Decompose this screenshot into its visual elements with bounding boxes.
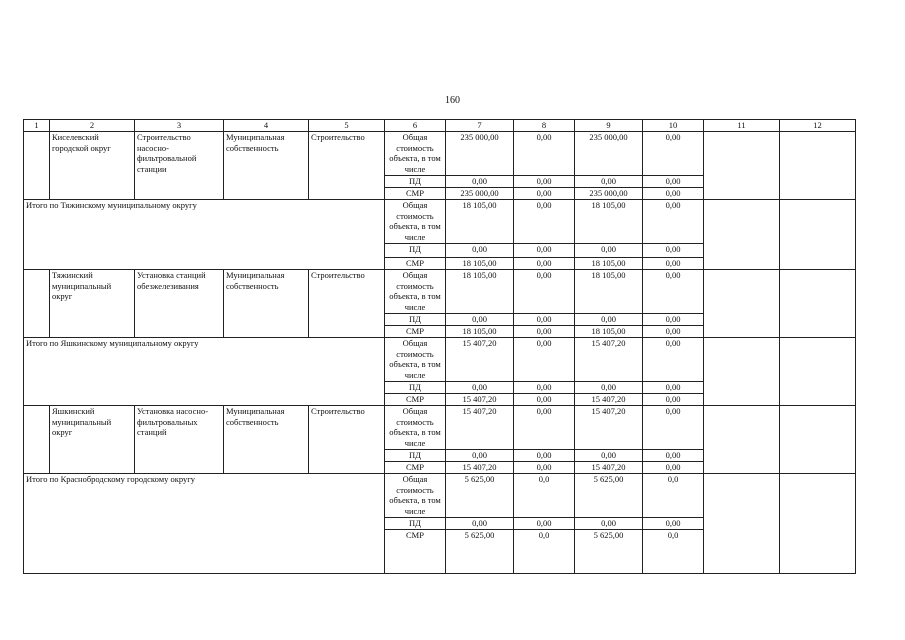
value-col7: 15 407,20 — [446, 406, 514, 450]
value-col7: 18 105,00 — [446, 270, 514, 314]
value-col10: 0,00 — [643, 326, 704, 338]
cost-type-cell: СМР — [385, 394, 446, 406]
table-row — [24, 338, 856, 382]
value-col8: 0,00 — [514, 188, 575, 200]
value-col8: 0,00 — [514, 450, 575, 462]
ownership-cell: Муниципальная собственность — [224, 406, 309, 474]
value-col8: 0,00 — [514, 394, 575, 406]
cost-type-cell: Общая стоимость объекта, в том числе — [385, 474, 446, 518]
value-col10: 0,00 — [643, 188, 704, 200]
value-col8: 0,00 — [514, 518, 575, 530]
value-col10: 0,00 — [643, 200, 704, 244]
cost-type-cell: СМР — [385, 258, 446, 270]
territory-cell: Тяжинский муниципальный округ — [50, 270, 135, 338]
value-col8: 0,00 — [514, 314, 575, 326]
cost-type-cell: ПД — [385, 244, 446, 258]
value-col9: 235 000,00 — [575, 132, 643, 176]
value-col10: 0,00 — [643, 450, 704, 462]
value-col8: 0,00 — [514, 382, 575, 394]
row-number-cell — [24, 132, 50, 200]
value-col7: 0,00 — [446, 314, 514, 326]
value-col7: 15 407,20 — [446, 462, 514, 474]
work-type-cell: Строительство — [309, 270, 385, 338]
value-col8: 0,00 — [514, 462, 575, 474]
value-col8: 0,00 — [514, 338, 575, 382]
ownership-cell: Муниципальная собственность — [224, 270, 309, 338]
value-col9: 15 407,20 — [575, 394, 643, 406]
cost-type-cell: Общая стоимость объекта, в том числе — [385, 406, 446, 450]
column-number: 6 — [385, 120, 446, 132]
value-col7: 0,00 — [446, 382, 514, 394]
cost-type-cell: СМР — [385, 326, 446, 338]
cost-type-cell: ПД — [385, 450, 446, 462]
col11-cell — [704, 132, 780, 200]
value-col8: 0,00 — [514, 406, 575, 450]
value-col7: 235 000,00 — [446, 188, 514, 200]
cost-type-cell: СМР — [385, 188, 446, 200]
value-col8: 0,00 — [514, 326, 575, 338]
column-number: 2 — [50, 120, 135, 132]
value-col10: 0,00 — [643, 244, 704, 258]
column-number: 4 — [224, 120, 309, 132]
value-col7: 0,00 — [446, 244, 514, 258]
value-col9: 0,00 — [575, 176, 643, 188]
value-col10: 0,00 — [643, 518, 704, 530]
row-number-cell — [24, 406, 50, 474]
col11-cell — [704, 270, 780, 338]
work-type-cell: Строительство — [309, 406, 385, 474]
value-col7: 5 625,00 — [446, 530, 514, 574]
value-col8: 0,00 — [514, 244, 575, 258]
value-col10: 0,00 — [643, 132, 704, 176]
territory-cell: Киселевский городской округ — [50, 132, 135, 200]
object-name-cell: Строительство насосно-фильтровальной станции — [135, 132, 224, 200]
value-col9: 18 105,00 — [575, 270, 643, 314]
column-number: 3 — [135, 120, 224, 132]
col11-cell — [704, 474, 780, 574]
value-col9: 235 000,00 — [575, 188, 643, 200]
table-row — [24, 406, 856, 450]
value-col9: 5 625,00 — [575, 530, 643, 574]
column-number: 10 — [643, 120, 704, 132]
column-number: 8 — [514, 120, 575, 132]
page-number: 160 — [445, 95, 460, 106]
column-number: 11 — [704, 120, 780, 132]
data-table — [23, 119, 856, 574]
row-number-cell — [24, 270, 50, 338]
value-col7: 235 000,00 — [446, 132, 514, 176]
value-col9: 18 105,00 — [575, 258, 643, 270]
column-number: 9 — [575, 120, 643, 132]
table-body — [24, 120, 856, 574]
value-col7: 0,00 — [446, 176, 514, 188]
col12-cell — [780, 132, 856, 200]
cost-type-cell: Общая стоимость объекта, в том числе — [385, 132, 446, 176]
cost-type-cell: ПД — [385, 382, 446, 394]
value-col7: 18 105,00 — [446, 258, 514, 270]
cost-type-cell: ПД — [385, 314, 446, 326]
table-row — [24, 132, 856, 176]
cost-type-cell: СМР — [385, 530, 446, 574]
value-col7: 0,00 — [446, 518, 514, 530]
value-col10: 0,00 — [643, 270, 704, 314]
value-col9: 15 407,20 — [575, 338, 643, 382]
value-col9: 18 105,00 — [575, 326, 643, 338]
object-name-cell: Установка станций обезжелезивания — [135, 270, 224, 338]
value-col9: 0,00 — [575, 314, 643, 326]
table-row — [24, 270, 856, 314]
value-col8: 0,00 — [514, 270, 575, 314]
cost-type-cell: Общая стоимость объекта, в том числе — [385, 270, 446, 314]
value-col9: 0,00 — [575, 450, 643, 462]
value-col8: 0,0 — [514, 474, 575, 518]
value-col9: 0,00 — [575, 382, 643, 394]
cost-type-cell: ПД — [385, 176, 446, 188]
value-col7: 5 625,00 — [446, 474, 514, 518]
col12-cell — [780, 200, 856, 270]
value-col10: 0,00 — [643, 338, 704, 382]
col11-cell — [704, 200, 780, 270]
value-col10: 0,00 — [643, 176, 704, 188]
value-col10: 0,00 — [643, 258, 704, 270]
work-type-cell: Строительство — [309, 132, 385, 200]
column-number: 7 — [446, 120, 514, 132]
value-col8: 0,00 — [514, 200, 575, 244]
value-col10: 0,00 — [643, 382, 704, 394]
column-number: 12 — [780, 120, 856, 132]
cost-type-cell: Общая стоимость объекта, в том числе — [385, 338, 446, 382]
value-col9: 5 625,00 — [575, 474, 643, 518]
col11-cell — [704, 338, 780, 406]
value-col10: 0,0 — [643, 474, 704, 518]
value-col8: 0,00 — [514, 132, 575, 176]
value-col10: 0,00 — [643, 406, 704, 450]
value-col7: 15 407,20 — [446, 394, 514, 406]
value-col10: 0,00 — [643, 314, 704, 326]
value-col9: 0,00 — [575, 244, 643, 258]
cost-type-cell: СМР — [385, 462, 446, 474]
value-col8: 0,00 — [514, 176, 575, 188]
column-number-row — [24, 120, 856, 132]
table-row — [24, 200, 856, 244]
value-col9: 15 407,20 — [575, 462, 643, 474]
value-col9: 15 407,20 — [575, 406, 643, 450]
value-col9: 0,00 — [575, 518, 643, 530]
total-label-cell: Итого по Яшкинскому муниципальному округу — [24, 338, 385, 406]
total-label-cell: Итого по Краснобродскому городскому округу — [24, 474, 385, 574]
value-col10: 0,0 — [643, 530, 704, 574]
column-number: 5 — [309, 120, 385, 132]
total-label-cell: Итого по Тяжинскому муниципальному округу — [24, 200, 385, 270]
value-col7: 18 105,00 — [446, 326, 514, 338]
table-row — [24, 474, 856, 518]
cost-type-cell: Общая стоимость объекта, в том числе — [385, 200, 446, 244]
value-col7: 15 407,20 — [446, 338, 514, 382]
value-col7: 18 105,00 — [446, 200, 514, 244]
value-col7: 0,00 — [446, 450, 514, 462]
value-col8: 0,0 — [514, 530, 575, 574]
territory-cell: Яшкинский муниципальный округ — [50, 406, 135, 474]
col12-cell — [780, 338, 856, 406]
cost-type-cell: ПД — [385, 518, 446, 530]
object-name-cell: Установка насосно-фильтровальных станций — [135, 406, 224, 474]
col12-cell — [780, 474, 856, 574]
value-col10: 0,00 — [643, 394, 704, 406]
value-col8: 0,00 — [514, 258, 575, 270]
value-col10: 0,00 — [643, 462, 704, 474]
column-number: 1 — [24, 120, 50, 132]
ownership-cell: Муниципальная собственность — [224, 132, 309, 200]
col12-cell — [780, 270, 856, 338]
value-col9: 18 105,00 — [575, 200, 643, 244]
col11-cell — [704, 406, 780, 474]
col12-cell — [780, 406, 856, 474]
